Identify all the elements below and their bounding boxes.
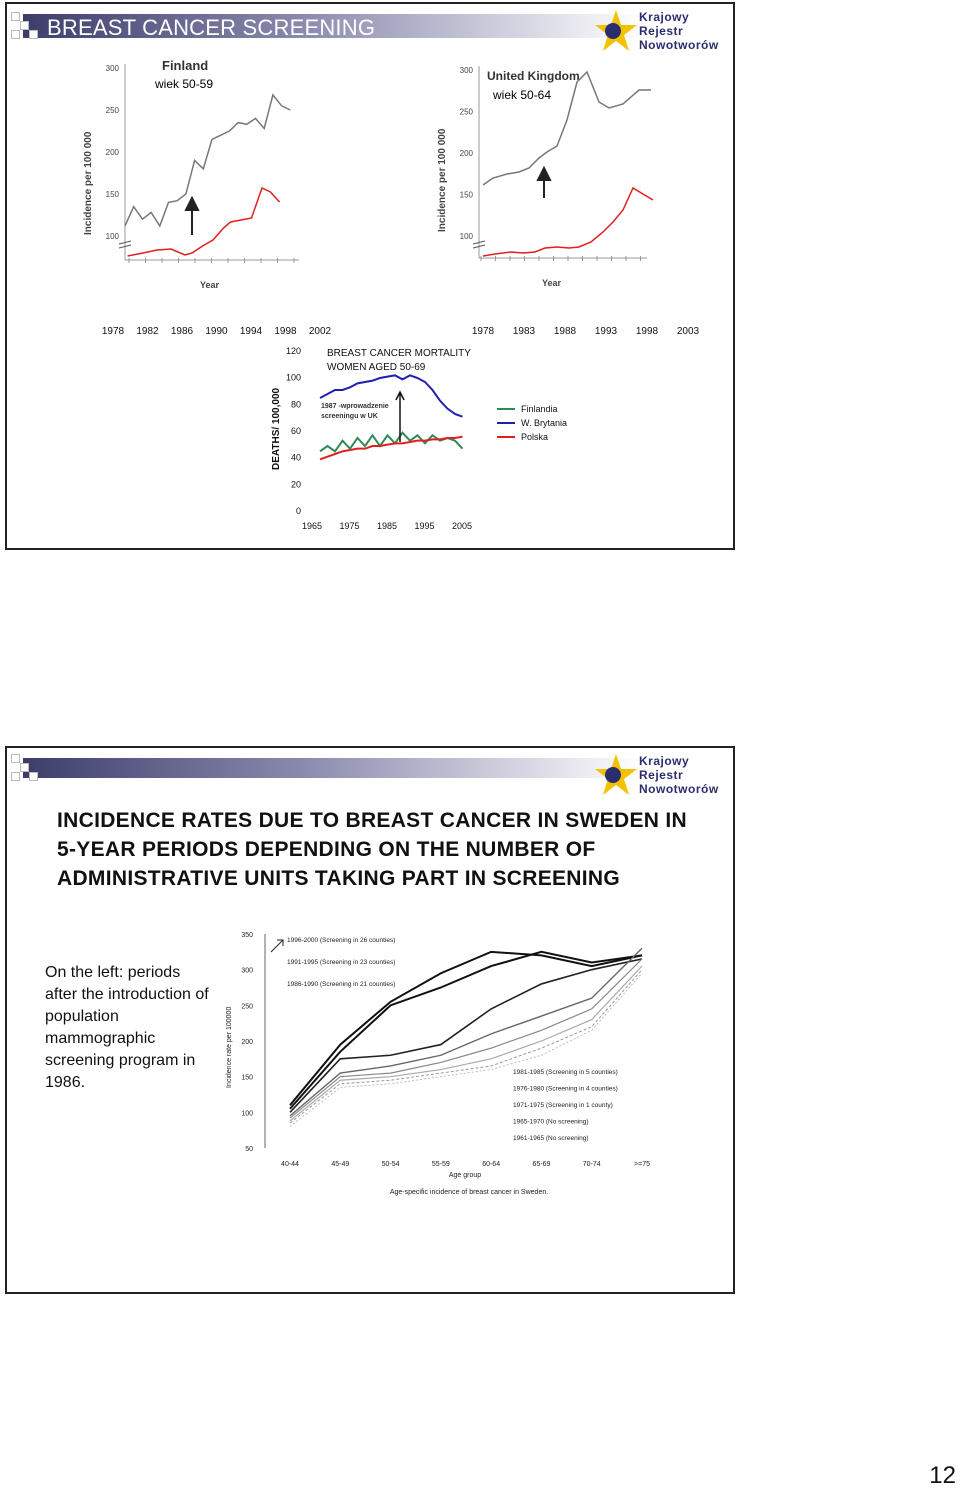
sweden-y-tick: 350	[241, 932, 253, 939]
legend-label: Finlandia	[521, 404, 558, 414]
finland-y-tick: 250	[105, 106, 119, 115]
sweden-x-tick: 45-49	[331, 1161, 350, 1168]
uk-y-tick: 200	[459, 149, 473, 158]
uk-incidence-chart	[427, 60, 672, 295]
mortality-y-tick: 100	[285, 372, 301, 383]
mortality-x-tick: 2005	[451, 521, 473, 531]
mortality-title-line1: BREAST CANCER MORTALITY	[327, 348, 471, 359]
sweden-legend-lower: 1971-1975 (Screening in 1 county)	[513, 1102, 613, 1109]
star-logo-icon	[591, 7, 641, 57]
mortality-y-tick: 60	[290, 426, 301, 436]
finland-heading: Finland	[162, 58, 209, 73]
legend-label: W. Brytania	[521, 418, 568, 428]
sweden-x-tick: 70-74	[582, 1161, 601, 1168]
mortality-y-tick: 0	[295, 506, 301, 516]
sweden-y-tick: 150	[241, 1074, 253, 1082]
sweden-y-tick: 250	[241, 1003, 253, 1011]
logo-text: Krajowy Rejestr Nowotworów	[639, 10, 719, 52]
uk-y-tick: 150	[459, 190, 473, 200]
finland-y-tick: 200	[105, 148, 119, 157]
sweden-x-tick: 50-54	[381, 1161, 400, 1168]
sweden-series-line	[290, 952, 642, 1105]
finland-incidence-line	[125, 95, 290, 226]
sweden-series-line	[290, 970, 642, 1123]
finland-x-axis-label: Year	[200, 280, 220, 290]
sweden-x-tick: 60-64	[482, 1161, 501, 1168]
mortality-y-tick: 20	[290, 479, 301, 490]
sweden-x-tick: 65-69	[532, 1161, 551, 1168]
screening-arrow-icon	[396, 392, 404, 442]
uk-y-tick: 100	[459, 232, 473, 241]
logo-text: Krajowy Rejestr Nowotworów	[639, 754, 719, 796]
finland-y-tick: 300	[105, 64, 119, 73]
uk-year-tick: 1983	[512, 326, 536, 337]
sweden-legend-lower: 1965-1970 (No screening)	[513, 1118, 589, 1126]
mortality-y-tick: 80	[290, 399, 301, 410]
sweden-legend-upper: 1991-1995 (Screening in 23 counties)	[287, 959, 396, 966]
finland-year-tick: 1978	[101, 326, 125, 337]
mortality-x-tick: 1965	[301, 521, 323, 531]
sweden-legend-lower: 1981-1985 (Screening in 5 counties)	[513, 1069, 618, 1076]
sweden-y-tick: 50	[245, 1146, 253, 1153]
uk-y-axis-label: Incidence per 100 000	[437, 128, 448, 232]
mortality-y-axis-label: DEATHS/ 100,000	[271, 387, 282, 470]
finland-year-tick: 1994	[239, 326, 263, 337]
uk-year-tick: 1993	[594, 326, 618, 337]
mortality-chart	[257, 340, 727, 540]
sweden-legend-upper: 1986-1990 (Screening in 21 counties)	[287, 981, 396, 988]
finland-year-tick: 2002	[308, 326, 332, 337]
side-note: On the left: periods after the introduction of population mammographic screening program in 1986.	[45, 964, 209, 1091]
title-bar	[23, 758, 643, 778]
mortality-series-w-brytania	[320, 375, 463, 416]
sweden-y-tick: 300	[241, 967, 253, 975]
sweden-x-tick: 55-59	[431, 1161, 450, 1168]
uk-year-tick: 1998	[635, 326, 659, 337]
sweden-legend-lower: 1976-1980 (Screening in 4 counties)	[513, 1085, 618, 1093]
finland-year-tick: 1986	[170, 326, 194, 337]
uk-screening-arrow-icon	[538, 168, 550, 198]
finland-incidence-chart	[67, 50, 312, 295]
krajowy-rejestr-logo	[591, 7, 731, 59]
finland-y-tick: 100	[105, 232, 119, 241]
screening-annotation-line2: screeningu w UK	[321, 413, 378, 420]
uk-year-tick: 1978	[471, 326, 495, 337]
year-tick-row	[87, 322, 700, 342]
legend-label: Polska	[521, 432, 549, 442]
slide-sweden-incidence	[5, 746, 735, 1294]
mortality-x-tick: 1975	[339, 521, 360, 531]
sweden-legend-lower: 1961-1965 (No screening)	[513, 1135, 589, 1142]
uk-year-tick: 2003	[676, 326, 700, 337]
uk-heading: United Kingdom	[487, 69, 580, 83]
slide-title: BREAST CANCER SCREENING	[47, 15, 376, 40]
mortality-title-line2: WOMEN AGED 50-69	[327, 362, 426, 373]
finland-year-tick: 1990	[205, 326, 228, 337]
star-logo-icon	[591, 751, 641, 801]
sweden-x-tick: >=75	[634, 1161, 650, 1168]
sweden-y-tick: 200	[241, 1039, 253, 1046]
uk-year-tick: 1988	[553, 326, 577, 337]
page-number: 12	[929, 1462, 956, 1489]
finland-year-tick: 1998	[274, 326, 297, 337]
sweden-caption: Age-specific incidence of breast cancer in Sweden.	[389, 1189, 549, 1196]
uk-x-axis-label: Year	[542, 278, 562, 288]
mortality-x-tick: 1995	[414, 521, 435, 531]
uk-red-line	[483, 188, 653, 256]
sweden-y-tick: 100	[241, 1110, 253, 1118]
sweden-legend-upper: 1996-2000 (Screening in 26 counties)	[287, 937, 396, 944]
finland-y-axis-label: Incidence per 100 000	[83, 131, 94, 235]
sweden-x-tick: 40-44	[281, 1161, 299, 1168]
mortality-x-tick: 1985	[376, 521, 398, 531]
sweden-age-incidence-chart	[217, 928, 672, 1198]
uk-age-annotation: wiek 50-64	[493, 88, 552, 102]
legend-pointer-arrow-icon	[271, 940, 283, 952]
slide-breast-cancer-screening	[5, 2, 735, 550]
uk-y-tick: 300	[459, 66, 473, 75]
sweden-y-axis-label: Incidence rate per 100000	[226, 1006, 233, 1088]
mortality-series-finlandia	[320, 433, 463, 452]
finland-y-tick: 150	[105, 190, 119, 199]
uk-y-tick: 250	[459, 107, 473, 117]
finland-age-annotation: wiek 50-59	[155, 77, 214, 91]
mortality-y-tick: 40	[290, 452, 301, 463]
finland-screening-arrow-icon	[186, 198, 198, 235]
screening-annotation-line1: 1987 -wprowadzenie	[321, 403, 389, 410]
finland-year-tick: 1982	[136, 326, 159, 337]
sweden-x-axis-label: Age group	[448, 1172, 482, 1179]
krajowy-rejestr-logo	[591, 751, 731, 803]
slide-title: INCIDENCE RATES DUE TO BREAST CANCER IN SWEDEN IN 5-YEAR PERIODS DEPENDING ON THE NUMBER OF ADMINISTRATIVE UNITS TAKING PART IN SCREENING	[57, 809, 687, 890]
finland-red-line	[128, 188, 280, 256]
mortality-y-tick: 120	[285, 346, 301, 356]
